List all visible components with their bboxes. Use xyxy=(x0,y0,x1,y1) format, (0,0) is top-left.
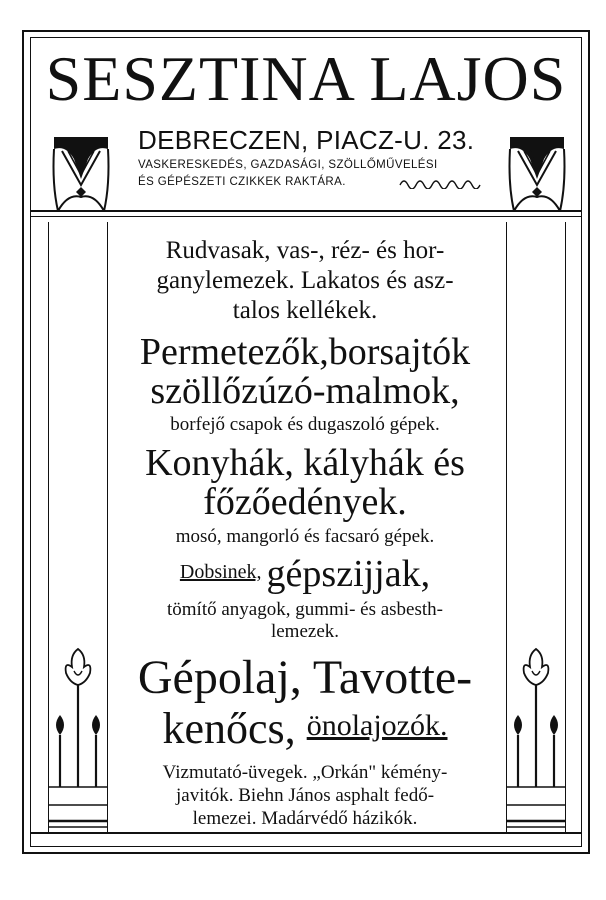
body-line-16: javitók. Biehn János asphalt fedő- xyxy=(175,785,435,806)
body-line-14 xyxy=(120,702,490,753)
body-line-4: Permetezők,borsajtók xyxy=(139,331,471,373)
body-line-15: Vizmutató-üvegek. „Orkán" kémény- xyxy=(162,762,448,783)
body-line-3: talos kellékek. xyxy=(232,297,378,324)
body-line-9: mosó, mangorló és facsaró gépek. xyxy=(175,526,435,547)
tulip-flower-icon xyxy=(506,645,566,833)
header-divider-bottom xyxy=(30,216,582,217)
company-subtitle-line2: ÉS GÉPÉSZETI CZIKKEK RAKTÁRA. xyxy=(138,176,346,188)
body-line-13: Gépolaj, Tavotte- xyxy=(137,651,473,704)
body-line-2: ganylemezek. Lakatos és asz- xyxy=(156,267,454,294)
body-line-8: főzőedények. xyxy=(203,481,407,523)
bottom-divider xyxy=(30,832,582,834)
wave-border-icon xyxy=(398,177,486,189)
art-nouveau-crest-icon xyxy=(50,135,112,215)
body-line-10-small: Dobsinek, xyxy=(179,561,262,583)
body-line-14-under: önolajozók. xyxy=(306,709,448,742)
body-line-7: Konyhák, kályhák és xyxy=(145,442,465,484)
body-line-5: szöllőzúzó-malmok, xyxy=(150,370,460,412)
body-line-6: borfejő csapok és dugaszoló gépek. xyxy=(170,414,440,435)
body-line-12: lemezek. xyxy=(270,621,340,642)
tulip-flower-icon xyxy=(48,645,108,833)
header-divider-top xyxy=(30,210,582,212)
body-line-10-big: gépszijjak, xyxy=(266,553,431,595)
company-title: SESZTINA LAJOS xyxy=(45,43,567,114)
art-nouveau-crest-icon xyxy=(506,135,568,215)
company-address: DEBRECZEN, PIACZ-U. 23. xyxy=(138,125,475,155)
company-subtitle-line1: VASKERESKEDÉS, GAZDASÁGI, SZÖLLŐMŰVELÉSI xyxy=(138,159,438,171)
body-line-10 xyxy=(120,553,490,599)
body-line-1: Rudvasak, vas-, réz- és hor- xyxy=(165,237,445,264)
body-line-11: tömítő anyagok, gummi- és asbesth- xyxy=(167,599,443,620)
body-line-17: lemezei. Madárvédő házikók. xyxy=(192,808,418,829)
body-line-14-big: kenőcs, xyxy=(162,704,296,753)
